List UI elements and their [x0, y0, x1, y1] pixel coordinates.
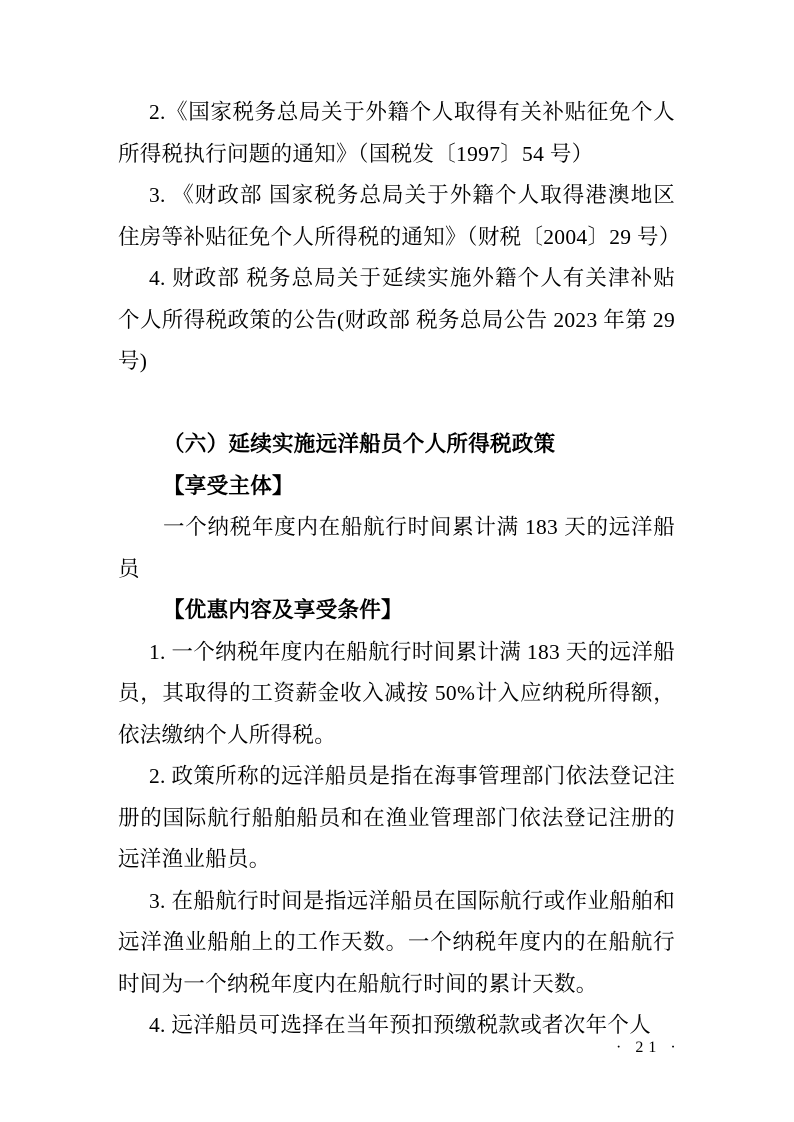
- benefit-conditions-heading: 【优惠内容及享受条件】: [163, 598, 403, 622]
- eligible-subject-heading: 【享受主体】: [163, 473, 294, 498]
- eligible-subject-text: 一个纳税年度内在船航行时间累计满 183 天的远洋船员: [118, 515, 675, 581]
- reference-item-3: 3. 《财政部 国家税务总局关于外籍个人取得港澳地区住房等补贴征免个人所得税的通知》（财税〔2004〕29 号）: [118, 183, 681, 249]
- section-heading: （六）延续实施远洋船员个人所得税政策: [163, 432, 556, 456]
- reference-item-2: 2.《国家税务总局关于外籍个人取得有关补贴征免个人所得税执行问题的通知》（国税发〔1997〕54 号）: [118, 100, 675, 166]
- condition-item-2: 2. 政策所称的远洋船员是指在海事管理部门依法登记注册的国际航行船舶船员和在渔业管理部门依法登记注册的远洋渔业船员。: [118, 764, 675, 871]
- condition-item-3: 3. 在船航行时间是指远洋船员在国际航行或作业船舶和远洋渔业船舶上的工作天数。一个纳税年度内的在船航行时间为一个纳税年度内在船航行时间的累计天数。: [118, 888, 675, 996]
- reference-item-4: 4. 财政部 税务总局关于延续实施外籍个人有关津补贴个人所得税政策的公告(财政部 税务总局公告 2023 年第 29 号): [118, 266, 675, 373]
- condition-item-4: 4. 远洋船员可选择在当年预扣预缴税款或者次年个人: [149, 1013, 652, 1037]
- condition-item-1: 1. 一个纳税年度内在船航行时间累计满 183 天的远洋船员，其取得的工资薪金收入减按 50%计入应纳税所得额，依法缴纳个人所得税。: [118, 639, 675, 747]
- document-content: [118, 92, 681, 1047]
- page-number: · 21 ·: [616, 1039, 681, 1056]
